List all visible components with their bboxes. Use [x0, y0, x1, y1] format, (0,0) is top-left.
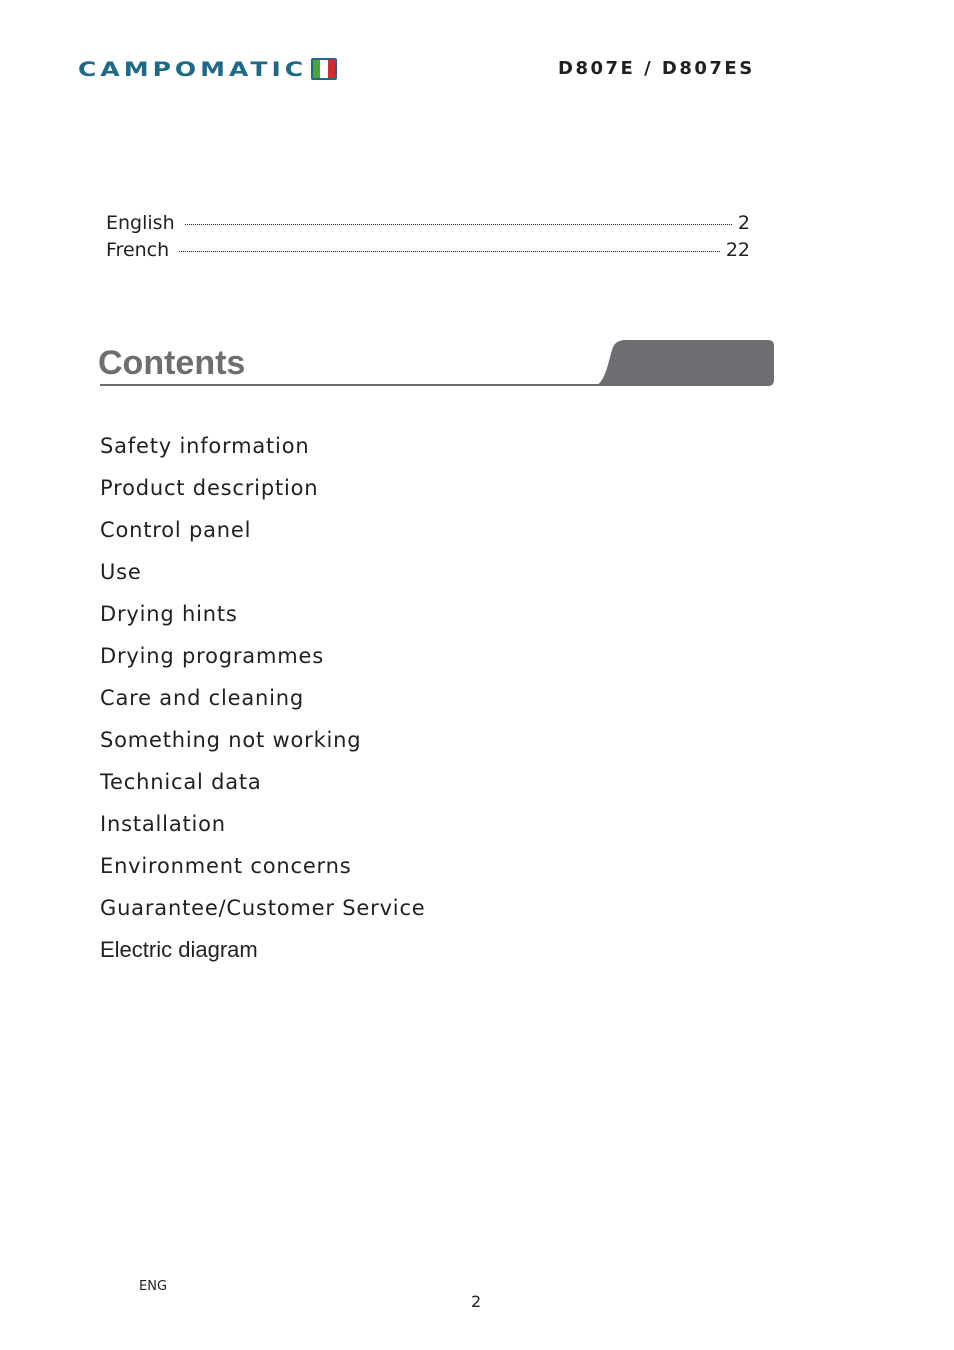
language-index — [106, 212, 750, 266]
language-entry-english[interactable] — [106, 212, 750, 239]
table-of-contents — [100, 425, 426, 971]
contents-title: Contents — [98, 344, 246, 382]
toc-item-use[interactable]: Use — [100, 560, 142, 584]
brand-logo — [78, 56, 337, 82]
contents-header — [98, 338, 774, 388]
toc-item-product-description[interactable]: Product description — [100, 476, 319, 500]
model-number: D807E / D807ES — [558, 58, 755, 79]
dot-leader — [185, 224, 732, 225]
toc-item-guarantee-customer-service[interactable]: Guarantee/Customer Service — [100, 896, 426, 920]
language-page: 22 — [725, 239, 750, 261]
toc-item-control-panel[interactable]: Control panel — [100, 518, 252, 542]
toc-item-technical-data[interactable]: Technical data — [100, 770, 262, 794]
toc-item-drying-programmes[interactable]: Drying programmes — [100, 644, 324, 668]
toc-item-electric-diagram[interactable]: Electric diagram — [100, 937, 258, 962]
dot-leader — [179, 251, 720, 252]
page-number: 2 — [471, 1292, 482, 1311]
language-page: 2 — [737, 212, 750, 234]
footer-language: ENG — [139, 1279, 168, 1294]
toc-item-something-not-working[interactable]: Something not working — [100, 728, 362, 752]
toc-item-care-and-cleaning[interactable]: Care and cleaning — [100, 686, 305, 710]
brand-name: CAMPOMATIC — [78, 57, 308, 81]
language-entry-french[interactable] — [106, 239, 750, 266]
toc-item-environment-concerns[interactable]: Environment concerns — [100, 854, 352, 878]
toc-item-safety-information[interactable]: Safety information — [100, 434, 310, 458]
language-name: French — [106, 239, 170, 261]
toc-item-installation[interactable]: Installation — [100, 812, 226, 836]
toc-item-drying-hints[interactable]: Drying hints — [100, 602, 238, 626]
language-name: English — [106, 212, 175, 234]
italian-flag-icon — [311, 58, 337, 80]
